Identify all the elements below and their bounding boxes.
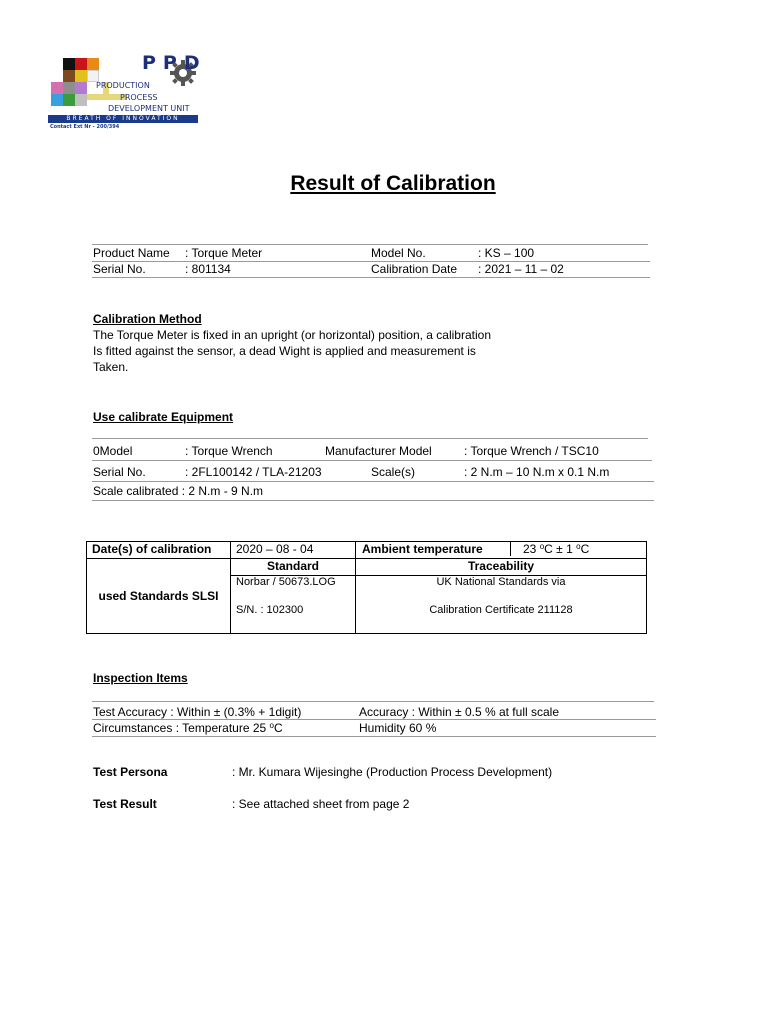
manufacturer-model-value: : Torque Wrench / TSC10: [464, 444, 599, 458]
ambient-value: 23 $^o$C ± 1 $^o$C: [523, 542, 590, 556]
divider: [92, 460, 652, 461]
serial-no-label: Serial No.: [93, 262, 146, 276]
standard-line-1: Norbar / 50673.LOG: [236, 576, 336, 588]
divider: [92, 481, 654, 482]
test-accuracy: Test Accuracy : Within ± (0.3% + 1digit): [93, 705, 302, 719]
method-line-1: The Torque Meter is fixed in an upright (or horizontal) position, a calibration: [93, 328, 491, 342]
calibration-date-value: : 2021 – 11 – 02: [478, 262, 564, 276]
test-persona-value: : Mr. Kumara Wijesinghe (Production Process Development): [232, 765, 553, 779]
method-line-2: Is fitted against the sensor, a dead Wight is applied and measurement is: [93, 344, 476, 358]
calibration-date-label: Calibration Date: [371, 262, 458, 276]
company-logo: [48, 52, 207, 134]
product-name-label: Product Name: [93, 246, 170, 260]
divider: [92, 701, 654, 702]
test-result-value: : See attached sheet from page 2: [232, 797, 410, 811]
model-no-label: Model No.: [371, 246, 426, 260]
equipment-serial-label: Serial No.: [93, 465, 146, 479]
page-title: Result of Calibration: [290, 172, 496, 195]
manufacturer-model-label: Manufacturer Model: [325, 444, 432, 458]
calibration-method-heading: Calibration Method: [93, 312, 202, 326]
equipment-model-value: : Torque Wrench: [185, 444, 273, 458]
scale-calibrated: Scale calibrated : 2 N.m - 9 N.m: [93, 484, 264, 498]
test-result-label: Test Result: [93, 797, 157, 811]
logo-tagline: BREATH OF INNOVATION: [48, 115, 198, 123]
inspection-heading: Inspection Items: [93, 671, 188, 685]
used-standards-label: used Standards SLSI: [98, 589, 219, 603]
traceability-cell: [356, 576, 647, 634]
model-no-value: : KS – 100: [478, 246, 535, 260]
serial-no-value: : 801134: [185, 262, 231, 276]
divider: [92, 244, 648, 245]
standard-header: Standard: [231, 559, 356, 576]
divider: [92, 719, 656, 720]
logo-line-3: DEVELOPMENT UNIT: [108, 104, 190, 113]
traceability-line-2: Calibration Certificate 211128: [429, 604, 573, 616]
logo-registration: Contact Ext Nr - 200/394: [50, 124, 120, 130]
method-line-3: Taken.: [93, 360, 129, 374]
accuracy: Accuracy : Within ± 0.5 % at full scale: [359, 705, 559, 719]
standards-table: [86, 541, 647, 634]
logo-line-2: PROCESS: [120, 93, 158, 102]
divider: [92, 277, 650, 278]
logo-line-1: PRODUCTION: [96, 81, 150, 90]
divider: [92, 438, 648, 439]
test-persona-label: Test Persona: [93, 765, 168, 779]
date-value: 2020 – 08 - 04: [236, 542, 314, 556]
date-value-cell: [231, 542, 356, 559]
scale-label: Scale(s): [371, 465, 416, 479]
traceability-header: Traceability: [356, 559, 647, 576]
used-standards-cell: [87, 559, 231, 634]
date-label-cell: [87, 542, 231, 559]
standard-line-2: S/N. : 102300: [236, 604, 304, 616]
divider: [92, 500, 654, 501]
date-label: Date(s) of calibration: [92, 542, 212, 556]
scale-value: : 2 N.m – 10 N.m x 0.1 N.m: [464, 465, 610, 479]
equipment-model-label: 0Model: [93, 444, 133, 458]
humidity: Humidity 60 %: [359, 721, 437, 735]
product-name-value: : Torque Meter: [185, 246, 263, 260]
equipment-serial-value: : 2FL100142 / TLA-21203: [185, 465, 322, 479]
logo-letters: PPD: [142, 52, 207, 74]
ambient-cell: [356, 542, 647, 559]
ambient-label: Ambient temperature: [356, 542, 511, 556]
divider: [92, 736, 656, 737]
standard-cell: [231, 576, 356, 634]
circumstances: Circumstances : Temperature 25 $^o$C: [93, 721, 283, 735]
traceability-line-1: UK National Standards via: [436, 576, 566, 588]
equipment-heading: Use calibrate Equipment: [93, 410, 234, 424]
